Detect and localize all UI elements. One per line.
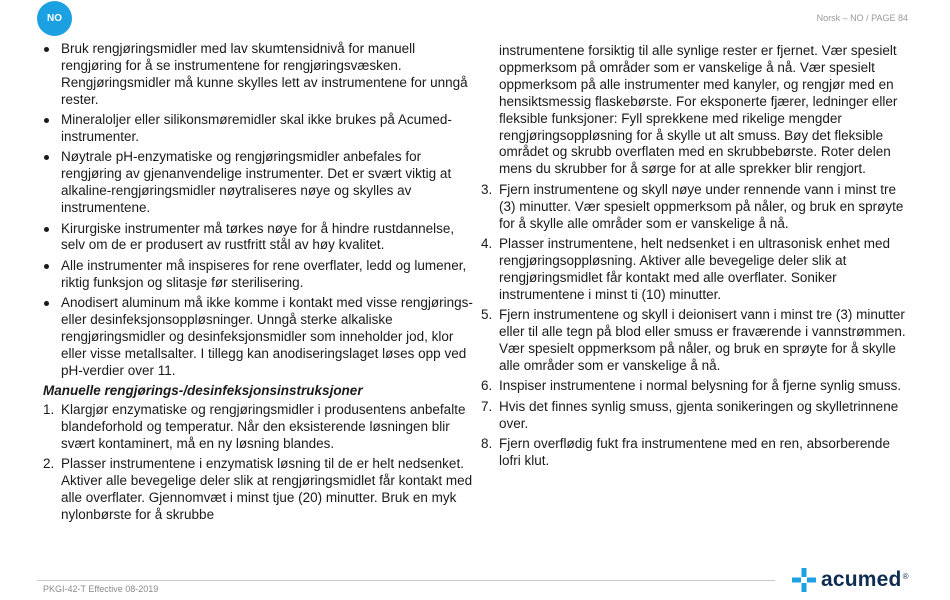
step-item (481, 236, 911, 304)
steps-list (43, 402, 475, 524)
step-item (43, 456, 475, 524)
bullet-item: Anodisert aluminum må ikke komme i kontakt med visse rengjørings- eller desinfeksjonsoppløsninger. Unngå sterke alkaliske rengjøringsmidler og desinfeksjonsmidler som inneholder jod, klor eller visse metallsalter. I tillegg kan anodiseringslaget løses opp ved pH-verdier over 11. (43, 295, 475, 380)
acumed-logo (792, 568, 908, 592)
precautions-list (43, 41, 475, 380)
step-item (481, 182, 911, 233)
step-text: Hvis det finnes synlig smuss, gjenta sonikeringen og skylletrinnene over. (499, 398, 899, 431)
step-item (43, 402, 475, 453)
step-text: Fjern instrumentene og skyll nøye under rennende vann i minst tre (3) minutter. Vær spesielt oppmerksom på nåler, og bruk en sprøyte for å skylle alle områder som er vanskelige å nå. (499, 181, 904, 231)
step-item (481, 436, 911, 470)
step-text: Inspiser instrumentene i normal belysning for å fjerne synlig smuss. (499, 378, 902, 394)
step-text: Klargjør enzymatiske og rengjøringsmidler i produsentens anbefalte blandeforhold og temperatur. Når den eksisterende løsningen blir svært kontaminert, må en ny løsning blandes. (61, 402, 466, 451)
section-heading: Manuelle rengjørings-/desinfeksjonsinstruksjoner (43, 383, 363, 399)
footer-divider (37, 580, 775, 581)
step-item (481, 399, 911, 433)
step-number: 1. (43, 402, 55, 418)
step-number: 2. (43, 456, 55, 472)
bullet-item: Kirurgiske instrumenter må tørkes nøye for å hindre rustdannelse, selv om de er produsert av rustfritt stål av høy kvalitet. (43, 221, 475, 255)
step-text: Plasser instrumentene i enzymatisk løsning til de er helt nedsenket. Aktiver alle bevegelige deler slik at rengjøringsmidlet får kontakt med alle overflater. Gjennomvæt i minst tjue (20) minutter. Bruk en myk nylonbørste for å skrubbe (61, 456, 473, 523)
bullet-item: Mineraloljer eller silikonsmøremidler skal ikke brukes på Acumed-instrumenter. (43, 112, 475, 146)
document-code: PKGI-42-T Effective 08-2019 (43, 584, 159, 594)
logo-wordmark: acumed (821, 568, 902, 591)
step-number: 7. (481, 398, 493, 414)
steps-list-continued (481, 182, 911, 470)
plus-cross-icon (792, 568, 816, 592)
step-number: 3. (481, 181, 493, 197)
page-label: Norsk – NO / PAGE 84 (816, 13, 908, 23)
step-item (481, 307, 911, 375)
step-number: 5. (481, 307, 493, 323)
step-text: Fjern instrumentene og skyll i deionisert vann i minst tre (3) minutter eller til alle tegn på blod eller smuss er fraværende i vannstrømmen. Vær spesielt oppmerksom på nåler, og bruk en sprøyte for å skylle alle områder som er vanskelige å nå. (499, 307, 906, 373)
bullet-item: Alle instrumenter må inspiseres for rene overflater, ledd og lumener, riktig funksjon og slitasje før sterilisering. (43, 258, 475, 292)
bullet-item: Nøytrale pH-enzymatiske og rengjøringsmidler anbefales for rengjøring av gjenanvendelige instrumenter. Det er svært viktig at alkaline-rengjøringsmidler nøytraliseres nøye og skylles av instrumentene. (43, 149, 475, 217)
step-number: 6. (481, 378, 493, 394)
step-continuation-text: instrumentene forsiktig til alle synlige rester er fjernet. Vær spesielt oppmerksom på områder som er vanskelige å nå. Vær spesielt oppmerksom på alle instrumenter med kanyler, og rengjør med en hensiktsmessig flaskebørste. For eksponerte fjærer, ledninger eller fleksible funksjoner: Fyll sprekkene med rikelige mengder rengjøringsoppløsning for å skylle ut alt smuss. Bøy det fleksible området og skrubb overflaten med en skrubbebørste. Roter delen mens du skrubber for å sørge for at alle sprekker blir rengjort. (499, 43, 898, 177)
step-number: 8. (481, 435, 493, 451)
right-column (481, 43, 911, 473)
language-badge: NO (37, 1, 72, 36)
bullet-item: Bruk rengjøringsmidler med lav skumtensidnivå for manuell rengjøring for å se instrumentene for rengjøringsvæsken. Rengjøringsmidler må kunne skylles lett av instrumentene for unngå rester. (43, 41, 475, 109)
step-item (481, 378, 911, 395)
left-column (43, 41, 475, 527)
registered-mark: ® (902, 571, 909, 581)
step-number: 4. (481, 235, 493, 251)
step-text: Fjern overflødig fukt fra instrumentene med en ren, absorberende lofri klut. (499, 435, 890, 468)
step-text: Plasser instrumentene, helt nedsenket i en ultrasonisk enhet med rengjøringsoppløsning. Aktiver alle bevegelige deler slik at rengjøringsmidlet får kontakt med alle overflater. Soniker instrumentene i minst ti (10) minutter. (499, 235, 890, 302)
